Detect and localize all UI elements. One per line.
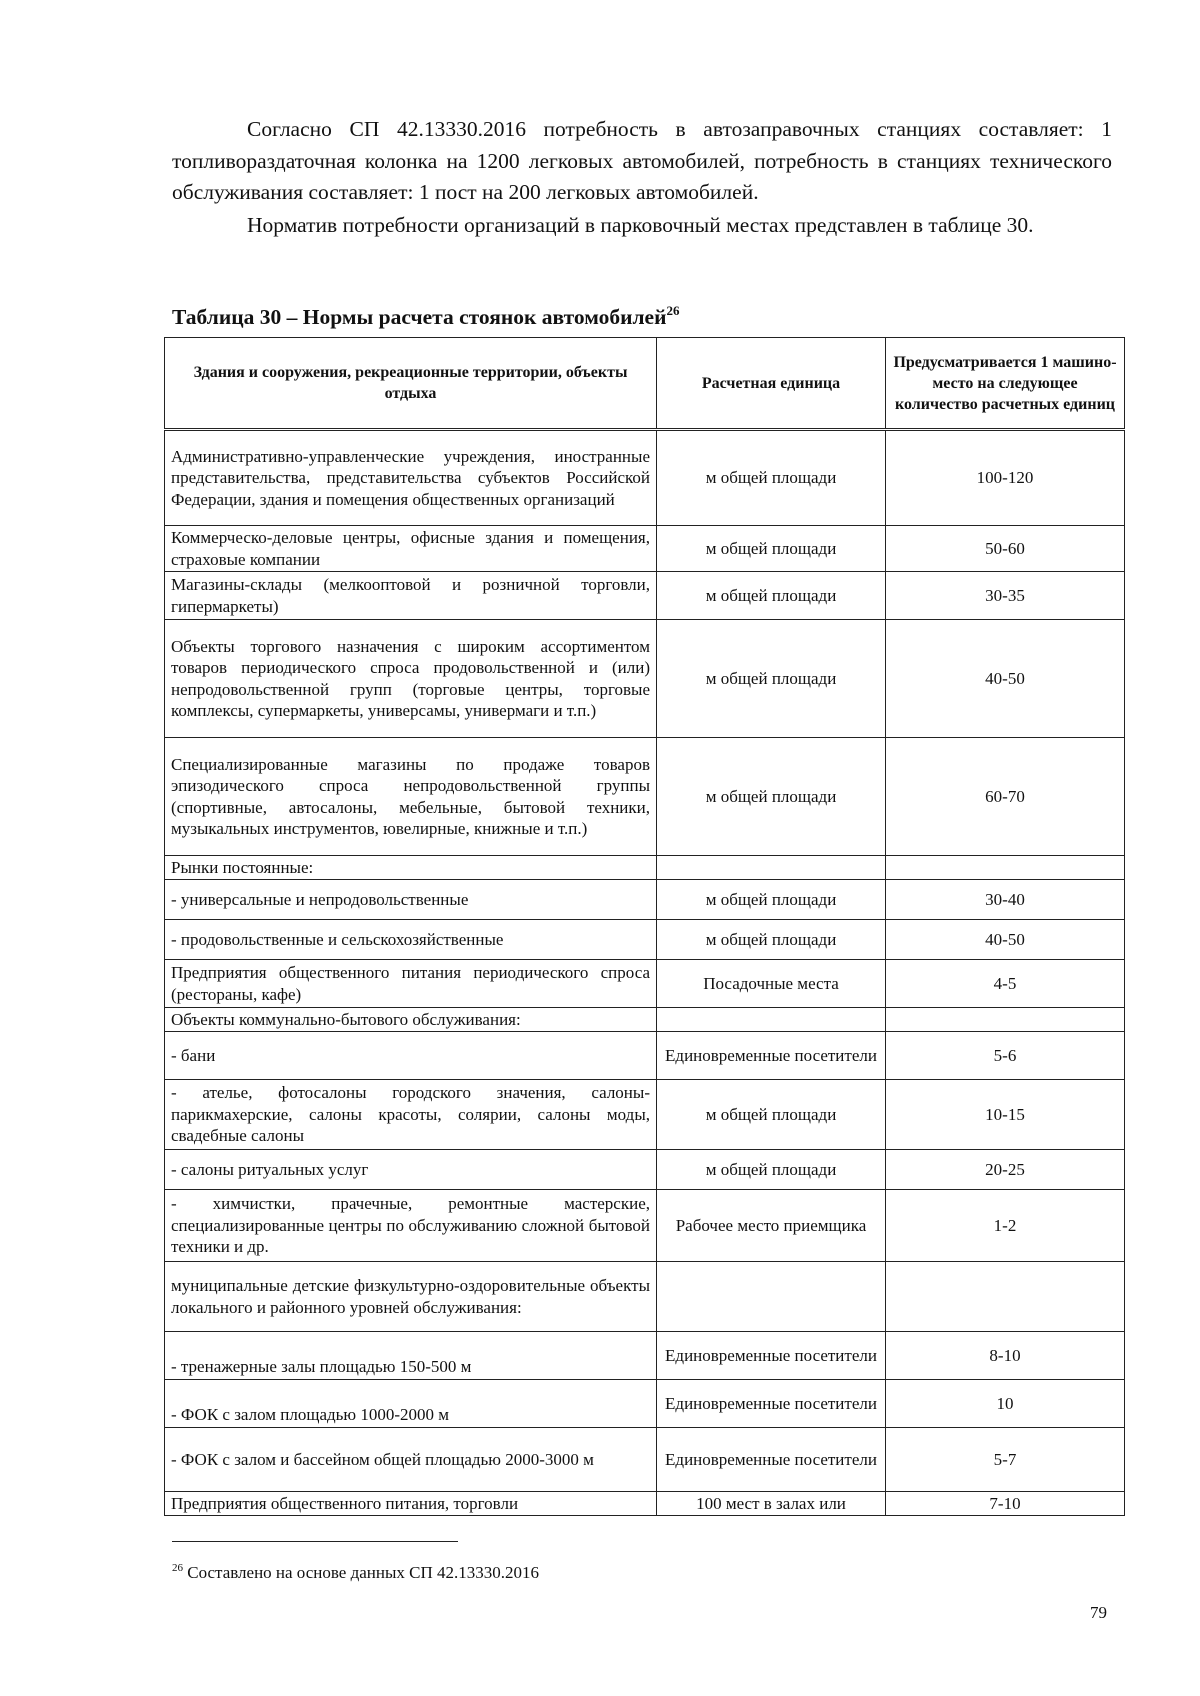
row-unit: Единовременные посетители: [657, 1380, 886, 1428]
table-header-row: [165, 338, 1125, 430]
table-row: [165, 856, 1125, 880]
footnote-number: 26: [172, 1562, 183, 1574]
table-row: [165, 572, 1125, 620]
row-value: 100-120: [886, 430, 1125, 526]
header-buildings: Здания и сооружения, рекреационные территории, объекты отдыха: [165, 338, 657, 430]
table-row: [165, 880, 1125, 920]
table-row: [165, 1150, 1125, 1190]
row-unit: м общей площади: [657, 1150, 886, 1190]
row-value: 1-2: [886, 1190, 1125, 1262]
row-value: 10-15: [886, 1080, 1125, 1150]
row-unit: Единовременные посетители: [657, 1428, 886, 1492]
header-places: Предусматривается 1 машино-место на следующее количество расчетных единиц: [886, 338, 1125, 430]
table-row: [165, 1428, 1125, 1492]
table-row: [165, 1262, 1125, 1332]
header-unit: Расчетная единица: [657, 338, 886, 430]
row-unit: [657, 1008, 886, 1032]
row-name: Объекты коммунально-бытового обслуживания:: [165, 1008, 657, 1032]
row-name: - ФОК с залом площадью 1000-2000 м: [165, 1380, 657, 1428]
row-value: 50-60: [886, 526, 1125, 572]
table-row: [165, 1008, 1125, 1032]
row-name: Специализированные магазины по продаже товаров эпизодического спроса непродовольственной группы (спортивные, автосалоны, мебельные, бытовой техники, музыкальных инструментов, ювелирные, книжные и т.п.): [165, 738, 657, 856]
row-unit: 100 мест в залах или: [657, 1492, 886, 1516]
row-value: 4-5: [886, 960, 1125, 1008]
row-name: - универсальные и непродовольственные: [165, 880, 657, 920]
row-name: - тренажерные залы площадью 150-500 м: [165, 1332, 657, 1380]
row-unit: Рабочее место приемщика: [657, 1190, 886, 1262]
row-name: - салоны ритуальных услуг: [165, 1150, 657, 1190]
table-row: [165, 1332, 1125, 1380]
row-name: Предприятия общественного питания периодического спроса (рестораны, кафе): [165, 960, 657, 1008]
row-unit: [657, 856, 886, 880]
row-value: 5-6: [886, 1032, 1125, 1080]
row-unit: м общей площади: [657, 572, 886, 620]
table-row: [165, 1080, 1125, 1150]
footnote-ref: 26: [666, 303, 680, 318]
row-value: 30-35: [886, 572, 1125, 620]
row-value: 40-50: [886, 620, 1125, 738]
table-row: [165, 1380, 1125, 1428]
table-row: [165, 1190, 1125, 1262]
row-unit: м общей площади: [657, 526, 886, 572]
parking-norms-table: [164, 337, 1125, 1516]
row-value: 8-10: [886, 1332, 1125, 1380]
table-row: [165, 526, 1125, 572]
row-value: 60-70: [886, 738, 1125, 856]
row-unit: м общей площади: [657, 920, 886, 960]
row-name: - ателье, фотосалоны городского значения, салоны-парикмахерские, салоны красоты, солярии, салоны моды, свадебные салоны: [165, 1080, 657, 1150]
row-unit: Единовременные посетители: [657, 1032, 886, 1080]
row-value: [886, 856, 1125, 880]
table-row: [165, 960, 1125, 1008]
row-value: 10: [886, 1380, 1125, 1428]
paragraph-fuel-stations: Согласно СП 42.13330.2016 потребность в автозаправочных станциях составляет: 1 топливораздаточная колонка на 1200 легковых автомобилей, потребность в станциях технического обслуживания составляет: 1 пост на 200 легковых автомобилей.: [172, 117, 1112, 204]
row-name: - бани: [165, 1032, 657, 1080]
table-row: [165, 1492, 1125, 1516]
row-unit: м общей площади: [657, 1080, 886, 1150]
row-name: Рынки постоянные:: [165, 856, 657, 880]
footnote-divider: [172, 1541, 458, 1542]
row-name: - продовольственные и сельскохозяйственные: [165, 920, 657, 960]
row-value: [886, 1008, 1125, 1032]
row-value: 7-10: [886, 1492, 1125, 1516]
row-value: 30-40: [886, 880, 1125, 920]
row-name: Объекты торгового назначения с широким ассортиментом товаров периодического спроса продовольственной и (или) непродовольственной групп (торговые центры, торговые комплексы, супермаркеты, универсамы, универмаги и т.п.): [165, 620, 657, 738]
table-row: [165, 738, 1125, 856]
table-title-text: Таблица 30 – Нормы расчета стоянок автомобилей: [172, 305, 667, 329]
row-value: 5-7: [886, 1428, 1125, 1492]
page-number: 79: [1090, 1603, 1107, 1622]
table-row: [165, 1032, 1125, 1080]
row-unit: Посадочные места: [657, 960, 886, 1008]
row-unit: Единовременные посетители: [657, 1332, 886, 1380]
row-unit: [657, 1262, 886, 1332]
table-row: [165, 920, 1125, 960]
row-name: Магазины-склады (мелкооптовой и розничной торговли, гипермаркеты): [165, 572, 657, 620]
row-name: - химчистки, прачечные, ремонтные мастерские, специализированные центры по обслуживанию сложной бытовой техники и др.: [165, 1190, 657, 1262]
table-row: [165, 620, 1125, 738]
row-unit: м общей площади: [657, 430, 886, 526]
row-unit: м общей площади: [657, 738, 886, 856]
row-name: - ФОК с залом и бассейном общей площадью 2000-3000 м: [165, 1428, 657, 1492]
row-name: Коммерческо-деловые центры, офисные здания и помещения, страховые компании: [165, 526, 657, 572]
footnote: [172, 1563, 539, 1583]
row-name: муниципальные детские физкультурно-оздоровительные объекты локального и районного уровней обслуживания:: [165, 1262, 657, 1332]
paragraph-parking-norm: Норматив потребности организаций в парковочный местах представлен в таблице 30.: [247, 213, 1034, 237]
row-name: Предприятия общественного питания, торговли: [165, 1492, 657, 1516]
row-value: 20-25: [886, 1150, 1125, 1190]
row-value: 40-50: [886, 920, 1125, 960]
row-unit: м общей площади: [657, 620, 886, 738]
row-value: [886, 1262, 1125, 1332]
table-row: [165, 430, 1125, 526]
footnote-text: Составлено на основе данных СП 42.13330.2016: [183, 1563, 540, 1582]
row-unit: м общей площади: [657, 880, 886, 920]
row-name: Административно-управленческие учреждения, иностранные представительства, представительства субъектов Российской Федерации, здания и помещения общественных организаций: [165, 430, 657, 526]
table-title: [172, 305, 679, 330]
